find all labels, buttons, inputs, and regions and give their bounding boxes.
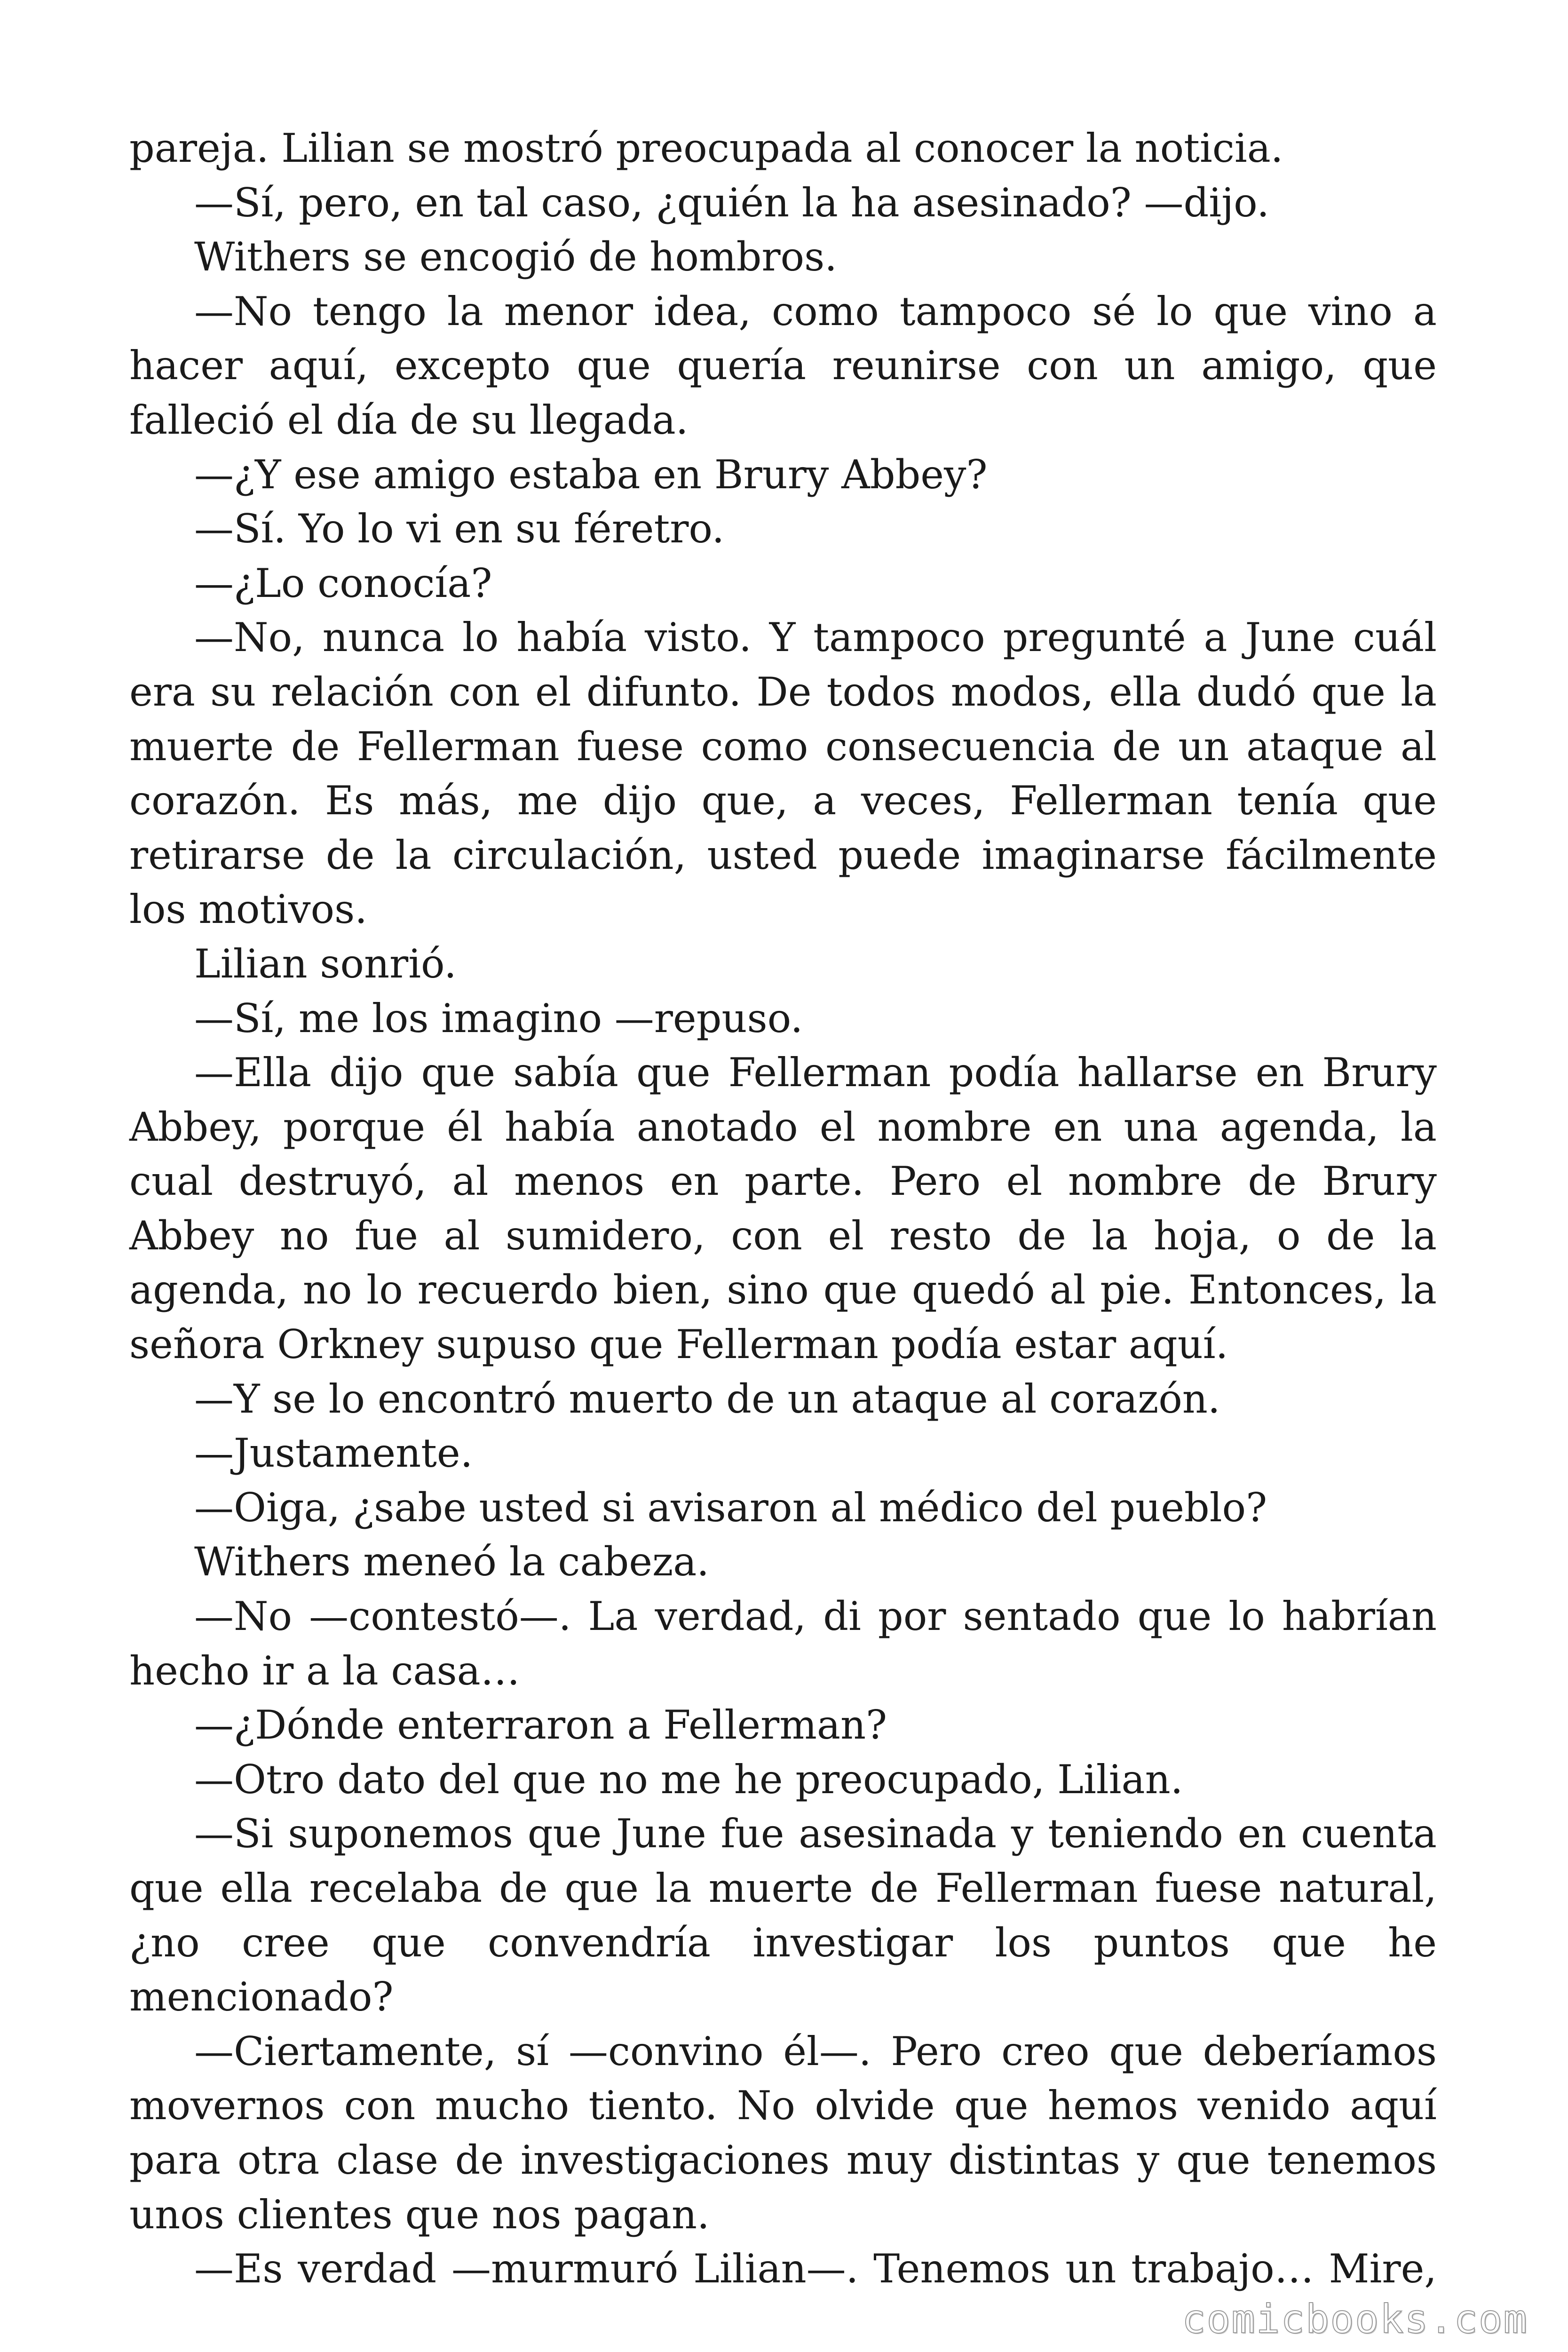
paragraph-21: —Es verdad —murmuró Lilian—. Tenemos un trabajo… Mire,	[194, 2246, 1437, 2292]
paragraph-8: —No, nunca lo había visto. Y tampoco pregunté a June cuál era su relación con el difunto. De todos modos, ella dudó que la muerte de Fellerman fuese como consecuencia de un ataque al corazón. Es más, me dijo que, a veces, Fellerman tenía que retirarse de la circulación, usted puede imaginarse fácilmente los motivos.	[129, 614, 1437, 933]
paragraph-13: —Justamente.	[194, 1430, 473, 1477]
paragraph-17: —¿Dónde enterraron a Fellerman?	[194, 1702, 887, 1748]
paragraph-19: —Si suponemos que June fue asesinada y teniendo en cuenta que ella recelaba de que la muerte de Fellerman fuese natural, ¿no cree que convendría investigar los puntos que he mencionado?	[129, 1811, 1437, 2020]
paragraph-12: —Y se lo encontró muerto de un ataque al corazón.	[194, 1375, 1220, 1422]
paragraph-14: —Oiga, ¿sabe usted si avisaron al médico del pueblo?	[194, 1484, 1267, 1531]
paragraph-16: —No —contestó—. La verdad, di por sentado que lo habrían hecho ir a la casa…	[129, 1593, 1437, 1694]
paragraph-9: Lilian sonrió.	[194, 940, 457, 987]
book-page-text	[129, 121, 1437, 2296]
paragraph-5: —¿Y ese amigo estaba en Brury Abbey?	[194, 451, 988, 498]
paragraph-10: —Sí, me los imagino —repuso.	[194, 995, 803, 1041]
paragraph-18: —Otro dato del que no me he preocupado, Lilian.	[194, 1756, 1183, 1803]
watermark-text: comicbooks.com	[1181, 2296, 1528, 2342]
paragraph-4: —No tengo la menor idea, como tampoco sé lo que vino a hacer aquí, excepto que quería reunirse con un amigo, que falleció el día de su llegada.	[129, 288, 1437, 443]
paragraph-11: —Ella dijo que sabía que Fellerman podía hallarse en Brury Abbey, porque él había anotado el nombre en una agenda, la cual destruyó, al menos en parte. Pero el nombre de Brury Abbey no fue al sumidero, con el resto de la hoja, o de la agenda, no lo recuerdo bien, sino que quedó al pie. Entonces, la señora Orkney supuso que Fellerman podía estar aquí.	[129, 1049, 1437, 1368]
paragraph-3: Withers se encogió de hombros.	[194, 234, 837, 280]
paragraph-1: pareja. Lilian se mostró preocupada al conocer la noticia.	[129, 125, 1283, 171]
paragraph-7: —¿Lo conocía?	[194, 560, 492, 606]
paragraph-15: Withers meneó la cabeza.	[194, 1539, 709, 1585]
paragraph-20: —Ciertamente, sí —convino él—. Pero creo que deberíamos movernos con mucho tiento. No olvide que hemos venido aquí para otra clase de investigaciones muy distintas y que tenemos unos clientes que nos pagan.	[129, 2028, 1437, 2238]
paragraph-6: —Sí. Yo lo vi en su féretro.	[194, 506, 725, 552]
paragraph-2: —Sí, pero, en tal caso, ¿quién la ha asesinado? —dijo.	[194, 179, 1269, 226]
